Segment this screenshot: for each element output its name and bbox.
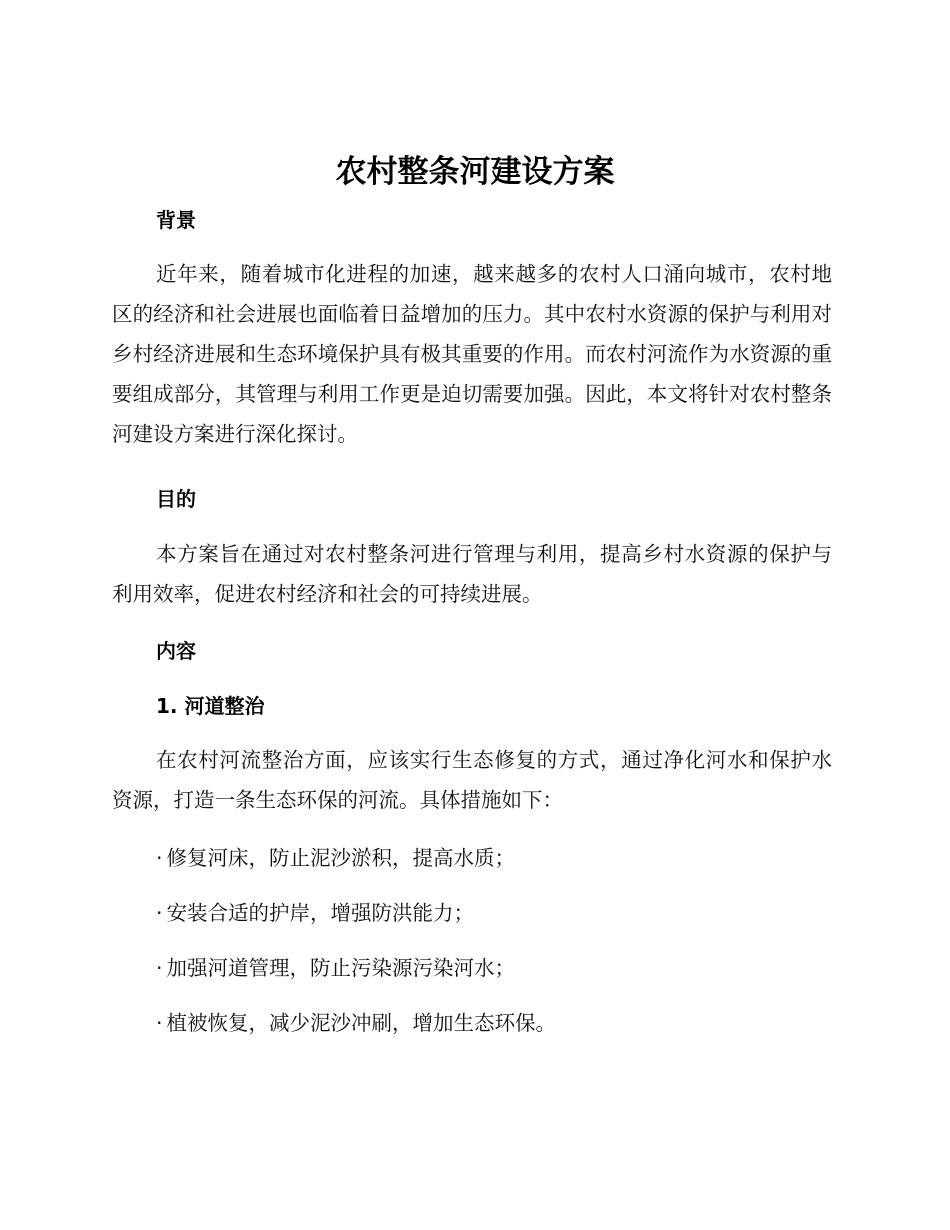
bullet-text: 植被恢复，减少泥沙冲刷，增加生态环保。	[166, 1011, 557, 1035]
section-heading-purpose: 目的	[156, 487, 196, 511]
bullet-item	[156, 1009, 556, 1037]
section-heading-background: 背景	[156, 208, 196, 232]
section-heading-content: 内容	[156, 639, 196, 663]
bullet-marker: ·	[156, 846, 163, 870]
bullet-marker: ·	[156, 956, 163, 980]
document-title: 农村整条河建设方案	[335, 154, 615, 190]
bullet-text: 加强河道管理，防止污染源污染河水；	[166, 956, 516, 980]
bullet-marker: ·	[156, 1011, 163, 1035]
subsection-heading-river-remediation: 1. 河道整治	[156, 694, 265, 718]
bullet-item	[156, 954, 515, 982]
background-paragraph: 近年来，随着城市化进程的加速，越来越多的农村人口涌向城市，农村地区的经济和社会进展也面临着日益增加的压力。其中农村水资源的保护与利用对乡村经济进展和生态环境保护具有极其重要的作用。而农村河流作为水资源的重要组成部分，其管理与利用工作更是迫切需要加强。因此，本文将针对农村整条河建设方案进行深化探讨。	[112, 262, 832, 446]
bullet-item	[156, 844, 515, 872]
river-remediation-paragraph: 在农村河流整治方面，应该实行生态修复的方式，通过净化河水和保护水资源，打造一条生态环保的河流。具体措施如下：	[112, 748, 832, 812]
bullet-text: 安装合适的护岸，增强防洪能力；	[166, 901, 475, 925]
purpose-paragraph: 本方案旨在通过对农村整条河进行管理与利用，提高乡村水资源的保护与利用效率，促进农村经济和社会的可持续进展。	[112, 542, 832, 606]
bullet-marker: ·	[156, 901, 163, 925]
bullet-item	[156, 899, 474, 927]
bullet-text: 修复河床，防止泥沙淤积，提高水质；	[166, 846, 516, 870]
